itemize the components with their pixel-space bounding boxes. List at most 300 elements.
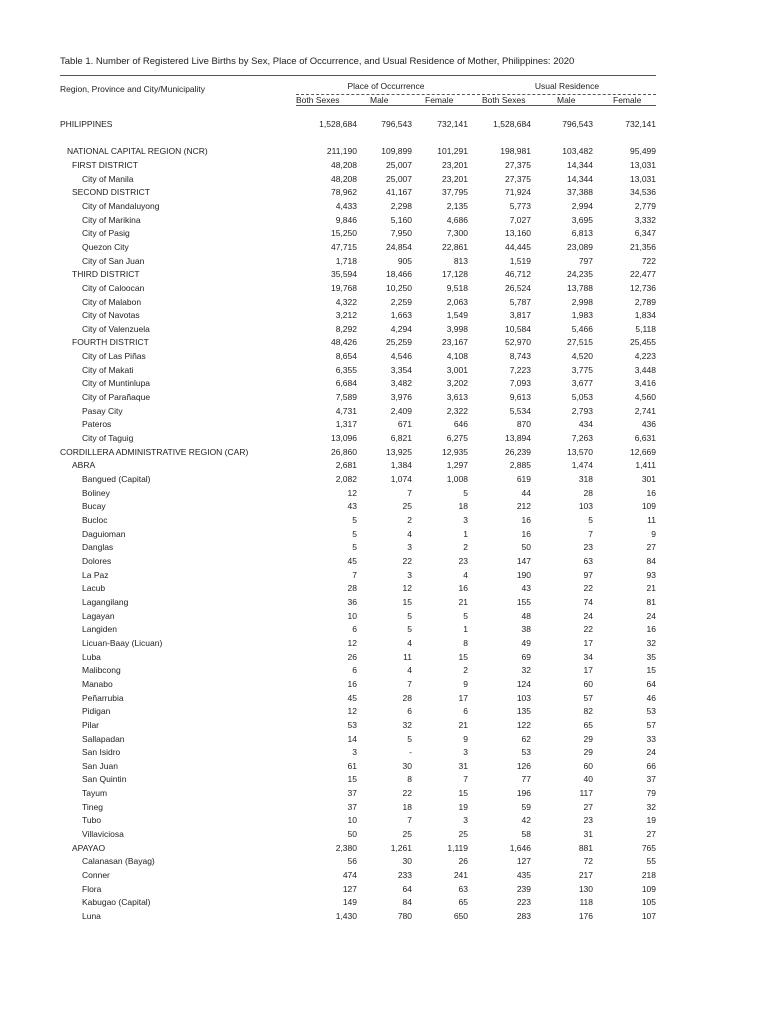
cell-residence-female: 2,779 <box>634 200 656 211</box>
cell-occurrence-female: 6 <box>463 706 468 717</box>
cell-residence-female: 32 <box>646 637 656 648</box>
cell-occurrence-female: 63 <box>458 883 468 894</box>
cell-occurrence-both: 4,433 <box>335 200 357 211</box>
cell-residence-both: 46,712 <box>505 269 531 280</box>
cell-residence-female: 19 <box>646 815 656 826</box>
cell-residence-both: 135 <box>516 706 531 717</box>
area-name: City of Valenzuela <box>82 323 150 334</box>
table-row <box>60 773 656 787</box>
cell-occurrence-female: 23,201 <box>442 173 468 184</box>
cell-occurrence-both: 50 <box>347 829 357 840</box>
cell-residence-female: 6,631 <box>634 433 656 444</box>
cell-residence-female: 12,669 <box>630 446 656 457</box>
cell-occurrence-male: 41,167 <box>386 187 412 198</box>
cell-residence-male: 65 <box>583 719 593 730</box>
cell-occurrence-both: 6,355 <box>335 364 357 375</box>
cell-residence-male: 37,388 <box>567 187 593 198</box>
table-row <box>60 569 656 583</box>
table-row <box>60 159 656 173</box>
area-name: San Juan <box>82 760 118 771</box>
cell-occurrence-female: 1,549 <box>446 310 468 321</box>
cell-occurrence-male: 25 <box>402 501 412 512</box>
cell-residence-male: 176 <box>578 911 593 922</box>
cell-occurrence-male: 4,546 <box>390 351 412 362</box>
cell-residence-both: 2,885 <box>509 460 531 471</box>
cell-occurrence-both: 78,962 <box>331 187 357 198</box>
cell-occurrence-male: 30 <box>402 856 412 867</box>
cell-occurrence-both: 37 <box>347 788 357 799</box>
cell-residence-male: 17 <box>583 665 593 676</box>
cell-residence-female: 21 <box>646 583 656 594</box>
cell-occurrence-female: 5 <box>463 487 468 498</box>
area-name: Villaviciosa <box>82 829 124 840</box>
cell-occurrence-female: 12,935 <box>442 446 468 457</box>
cell-residence-both: 124 <box>516 678 531 689</box>
cell-residence-male: 117 <box>579 788 593 799</box>
cell-residence-both: 77 <box>521 774 531 785</box>
cell-occurrence-both: 149 <box>342 897 357 908</box>
cell-occurrence-both: 2,681 <box>335 460 357 471</box>
area-name: Langiden <box>82 624 117 635</box>
cell-occurrence-male: 15 <box>402 596 412 607</box>
cell-residence-male: 60 <box>583 678 593 689</box>
cell-residence-both: 155 <box>516 596 531 607</box>
cell-occurrence-female: 813 <box>453 255 468 266</box>
cell-occurrence-male: 28 <box>402 692 412 703</box>
cell-residence-female: 732,141 <box>625 119 656 129</box>
cell-occurrence-female: 650 <box>453 911 468 922</box>
cell-residence-female: 34,536 <box>630 187 656 198</box>
cell-residence-both: 198,981 <box>500 146 531 157</box>
cell-occurrence-male: 1,074 <box>390 474 412 485</box>
area-name: La Paz <box>82 569 109 580</box>
cell-occurrence-female: 1,297 <box>446 460 468 471</box>
cell-residence-both: 7,027 <box>509 214 531 225</box>
cell-occurrence-female: 9,518 <box>446 282 468 293</box>
cell-residence-male: 796,543 <box>562 119 593 129</box>
cell-residence-both: 126 <box>516 760 531 771</box>
cell-occurrence-male: 4 <box>407 665 412 676</box>
cell-occurrence-male: 6,821 <box>390 433 412 444</box>
cell-occurrence-male: 671 <box>397 419 412 430</box>
cell-occurrence-male: 13,925 <box>386 446 412 457</box>
cell-residence-both: 103 <box>516 692 531 703</box>
table-row <box>60 555 656 569</box>
cell-occurrence-female: 4,686 <box>446 214 468 225</box>
cell-occurrence-female: 2 <box>463 542 468 553</box>
cell-occurrence-female: 732,141 <box>437 119 468 129</box>
area-name: Danglas <box>82 542 114 553</box>
cell-residence-male: 28 <box>583 487 593 498</box>
cell-residence-female: 13,031 <box>630 159 656 170</box>
cell-occurrence-both: 1,528,684 <box>319 119 357 129</box>
table-row <box>60 173 656 187</box>
cell-occurrence-both: 127 <box>342 883 357 894</box>
area-name: Pasay City <box>82 405 123 416</box>
cell-residence-female: 93 <box>646 569 656 580</box>
cell-residence-female: 436 <box>641 419 656 430</box>
cell-residence-male: 881 <box>578 842 593 853</box>
cell-occurrence-both: 10 <box>347 610 357 621</box>
subheader-female-residence: Female <box>613 95 642 105</box>
subheader-male-occurrence: Male <box>370 95 389 105</box>
cell-residence-both: 127 <box>516 856 531 867</box>
area-name: City of Mandaluyong <box>82 200 160 211</box>
cell-occurrence-male: 22 <box>402 555 412 566</box>
cell-residence-female: 95,499 <box>630 146 656 157</box>
table-row <box>60 350 656 364</box>
cell-occurrence-female: 2,322 <box>446 405 468 416</box>
cell-residence-male: 103 <box>578 501 593 512</box>
cell-residence-male: 7 <box>588 528 593 539</box>
cell-occurrence-female: 5 <box>463 610 468 621</box>
cell-occurrence-female: 3,202 <box>446 378 468 389</box>
table-row <box>60 446 656 460</box>
cell-residence-female: 2,741 <box>634 405 656 416</box>
cell-occurrence-female: 37,795 <box>442 187 468 198</box>
cell-residence-female: 35 <box>646 651 656 662</box>
table-row <box>60 391 656 405</box>
cell-residence-male: 7,263 <box>571 433 593 444</box>
area-name: APAYAO <box>72 842 106 853</box>
cell-residence-both: 1,646 <box>509 842 531 853</box>
cell-occurrence-female: 101,291 <box>437 146 468 157</box>
table-row <box>60 733 656 747</box>
area-name: FOURTH DISTRICT <box>72 337 149 348</box>
table-row <box>60 651 656 665</box>
cell-occurrence-female: 2,063 <box>446 296 468 307</box>
area-name: Lagayan <box>82 610 115 621</box>
cell-residence-both: 239 <box>516 883 531 894</box>
cell-residence-female: 3,416 <box>634 378 656 389</box>
table-row <box>60 145 656 159</box>
cell-residence-both: 1,528,684 <box>493 119 531 129</box>
cell-occurrence-female: 1,119 <box>447 842 468 853</box>
cell-occurrence-both: 6 <box>352 624 357 635</box>
cell-occurrence-female: 6,275 <box>446 433 468 444</box>
cell-residence-both: 43 <box>521 583 531 594</box>
cell-residence-female: 722 <box>641 255 656 266</box>
cell-occurrence-female: 23 <box>458 555 468 566</box>
cell-occurrence-both: 6 <box>352 665 357 676</box>
cell-occurrence-both: 5 <box>352 542 357 553</box>
cell-residence-female: 64 <box>646 678 656 689</box>
cell-residence-male: 797 <box>578 255 593 266</box>
table-row <box>60 596 656 610</box>
table-row <box>60 855 656 869</box>
cell-residence-both: 71,924 <box>505 187 531 198</box>
table-row <box>60 910 656 924</box>
cell-occurrence-female: 1 <box>463 624 468 635</box>
area-name: Calanasan (Bayag) <box>82 856 155 867</box>
cell-residence-female: 5,118 <box>635 323 656 334</box>
table-row <box>60 664 656 678</box>
cell-occurrence-both: 19,768 <box>331 282 357 293</box>
cell-occurrence-male: 905 <box>397 255 412 266</box>
cell-occurrence-male: 24,854 <box>386 241 412 252</box>
cell-occurrence-female: 7 <box>463 774 468 785</box>
cell-residence-both: 44 <box>521 487 531 498</box>
cell-occurrence-both: 36 <box>347 596 357 607</box>
cell-occurrence-male: 12 <box>402 583 412 594</box>
cell-occurrence-female: 2,135 <box>446 200 468 211</box>
area-name: Sallapadan <box>82 733 125 744</box>
area-name: Daguioman <box>82 528 126 539</box>
cell-residence-male: 434 <box>578 419 593 430</box>
cell-residence-female: 22,477 <box>630 269 656 280</box>
cell-residence-male: 82 <box>583 706 593 717</box>
cell-residence-female: 6,347 <box>634 228 656 239</box>
cell-occurrence-both: 2,380 <box>335 842 357 853</box>
cell-occurrence-female: 8 <box>463 637 468 648</box>
area-name: City of San Juan <box>82 255 145 266</box>
cell-occurrence-male: - <box>409 747 412 758</box>
cell-occurrence-male: 11 <box>403 651 412 662</box>
cell-occurrence-female: 17,128 <box>442 269 468 280</box>
cell-residence-male: 6,813 <box>571 228 593 239</box>
cell-residence-male: 97 <box>583 569 593 580</box>
area-name: City of Taguig <box>82 433 134 444</box>
cell-residence-male: 2,994 <box>571 200 593 211</box>
cell-residence-female: 3,448 <box>634 364 656 375</box>
cell-occurrence-male: 3,354 <box>390 364 412 375</box>
cell-residence-male: 5,053 <box>571 392 593 403</box>
table-row <box>60 309 656 323</box>
cell-residence-female: 16 <box>646 624 656 635</box>
cell-residence-both: 5,773 <box>509 200 531 211</box>
area-name: Malibcong <box>82 665 121 676</box>
subheader-both-sexes-residence: Both Sexes <box>482 95 526 105</box>
cell-occurrence-male: 4 <box>407 637 412 648</box>
cell-residence-female: 53 <box>646 706 656 717</box>
cell-residence-female: 4,223 <box>634 351 656 362</box>
cell-residence-female: 15 <box>646 665 656 676</box>
cell-occurrence-male: 109,899 <box>381 146 412 157</box>
table-row <box>60 514 656 528</box>
table-row <box>60 746 656 760</box>
births-table <box>60 118 656 924</box>
cell-residence-female: 16 <box>646 487 656 498</box>
cell-occurrence-male: 2,259 <box>390 296 412 307</box>
table-row <box>60 432 656 446</box>
cell-residence-both: 3,817 <box>509 310 531 321</box>
cell-residence-male: 1,983 <box>571 310 593 321</box>
cell-residence-male: 23,089 <box>567 241 593 252</box>
cell-residence-female: 84 <box>646 555 656 566</box>
cell-occurrence-male: 5 <box>407 733 412 744</box>
cell-residence-female: 4,560 <box>634 392 656 403</box>
place-of-occurrence-header: Place of Occurrence <box>347 81 425 91</box>
cell-residence-both: 5,534 <box>509 405 531 416</box>
cell-residence-male: 2,998 <box>571 296 593 307</box>
cell-occurrence-male: 7,950 <box>390 228 412 239</box>
cell-residence-both: 435 <box>516 870 531 881</box>
cell-occurrence-male: 25,007 <box>386 173 412 184</box>
cell-residence-male: 130 <box>578 883 593 894</box>
area-name: Lagangilang <box>82 596 129 607</box>
cell-residence-both: 223 <box>516 897 531 908</box>
area-name: Luna <box>82 911 101 922</box>
cell-occurrence-both: 48,208 <box>331 173 357 184</box>
cell-occurrence-both: 3,212 <box>335 310 357 321</box>
cell-occurrence-female: 23,201 <box>442 159 468 170</box>
cell-residence-male: 31 <box>583 829 593 840</box>
cell-residence-female: 32 <box>646 801 656 812</box>
cell-residence-female: 109 <box>641 883 656 894</box>
cell-residence-male: 60 <box>583 760 593 771</box>
cell-occurrence-both: 48,208 <box>331 159 357 170</box>
cell-occurrence-male: 22 <box>402 788 412 799</box>
cell-occurrence-female: 15 <box>458 788 468 799</box>
cell-residence-male: 3,677 <box>571 378 593 389</box>
cell-residence-female: 1,411 <box>635 460 656 471</box>
area-name: City of Malabon <box>82 296 142 307</box>
area-name: Peñarrubia <box>82 692 124 703</box>
cell-residence-both: 38 <box>521 624 531 635</box>
cell-residence-male: 4,520 <box>571 351 593 362</box>
cell-occurrence-male: 3,976 <box>390 392 412 403</box>
cell-residence-male: 118 <box>579 897 593 908</box>
cell-residence-both: 62 <box>521 733 531 744</box>
area-name: Lacub <box>82 583 106 594</box>
area-name: Licuan-Baay (Licuan) <box>82 637 163 648</box>
cell-residence-both: 5,787 <box>509 296 531 307</box>
cell-occurrence-both: 12 <box>347 706 357 717</box>
cell-occurrence-male: 3,482 <box>390 378 412 389</box>
cell-occurrence-male: 1,663 <box>390 310 412 321</box>
cell-residence-male: 13,570 <box>567 446 593 457</box>
cell-residence-both: 122 <box>516 719 531 730</box>
cell-residence-female: 46 <box>646 692 656 703</box>
cell-occurrence-male: 3 <box>407 569 412 580</box>
cell-occurrence-both: 8,292 <box>335 323 357 334</box>
cell-residence-female: 9 <box>651 528 656 539</box>
cell-occurrence-both: 61 <box>347 760 357 771</box>
cell-occurrence-both: 7 <box>352 569 357 580</box>
cell-occurrence-both: 1,317 <box>335 419 357 430</box>
cell-occurrence-both: 35,594 <box>331 269 357 280</box>
cell-residence-both: 619 <box>516 474 531 485</box>
cell-occurrence-male: 5,160 <box>390 214 412 225</box>
area-name: Bucloc <box>82 515 108 526</box>
cell-occurrence-female: 646 <box>453 419 468 430</box>
cell-residence-both: 870 <box>516 419 531 430</box>
cell-residence-male: 17 <box>583 637 593 648</box>
cell-residence-both: 26,524 <box>505 282 531 293</box>
cell-occurrence-both: 474 <box>342 870 357 881</box>
area-name: ABRA <box>72 460 96 471</box>
cell-residence-female: 55 <box>646 856 656 867</box>
table-row <box>60 801 656 815</box>
cell-occurrence-male: 25 <box>402 829 412 840</box>
area-name: CORDILLERA ADMINISTRATIVE REGION (CAR) <box>60 446 249 457</box>
cell-residence-both: 283 <box>516 911 531 922</box>
cell-residence-both: 50 <box>521 542 531 553</box>
cell-residence-female: 27 <box>646 829 656 840</box>
cell-residence-male: 217 <box>578 870 593 881</box>
area-name: Luba <box>82 651 101 662</box>
cell-residence-both: 1,519 <box>509 255 531 266</box>
area-name: City of Caloocan <box>82 282 145 293</box>
cell-occurrence-male: 64 <box>402 883 412 894</box>
area-name: City of Las Piñas <box>82 351 146 362</box>
cell-occurrence-male: 1,261 <box>390 842 412 853</box>
cell-residence-both: 190 <box>516 569 531 580</box>
cell-occurrence-female: 4 <box>463 569 468 580</box>
cell-residence-male: 3,775 <box>571 364 593 375</box>
cell-residence-female: 33 <box>646 733 656 744</box>
cell-occurrence-male: 4 <box>407 528 412 539</box>
top-rule <box>60 75 656 76</box>
cell-occurrence-male: 84 <box>402 897 412 908</box>
area-name: City of Muntinlupa <box>82 378 151 389</box>
cell-occurrence-female: 3 <box>463 747 468 758</box>
cell-occurrence-both: 13,096 <box>331 433 357 444</box>
cell-occurrence-female: 18 <box>458 501 468 512</box>
cell-occurrence-both: 1,430 <box>335 911 357 922</box>
cell-occurrence-female: 3 <box>463 815 468 826</box>
cell-residence-male: 22 <box>583 624 593 635</box>
cell-residence-male: 13,788 <box>567 282 593 293</box>
spacer-cell <box>60 132 656 146</box>
table-row <box>60 705 656 719</box>
area-name: Tayum <box>82 788 108 799</box>
cell-residence-both: 59 <box>521 801 531 812</box>
cell-occurrence-male: 4,294 <box>390 323 412 334</box>
cell-occurrence-both: 2,082 <box>335 474 357 485</box>
cell-occurrence-both: 28 <box>347 583 357 594</box>
spacer-row <box>60 132 656 146</box>
cell-residence-male: 24,235 <box>567 269 593 280</box>
table-row <box>60 487 656 501</box>
cell-residence-female: 81 <box>646 596 656 607</box>
cell-residence-both: 8,743 <box>509 351 531 362</box>
cell-occurrence-male: 10,250 <box>386 282 412 293</box>
cell-residence-female: 109 <box>641 501 656 512</box>
cell-occurrence-both: 12 <box>347 487 357 498</box>
cell-occurrence-female: 3,001 <box>446 364 468 375</box>
cell-residence-both: 42 <box>521 815 531 826</box>
cell-residence-both: 212 <box>516 501 531 512</box>
cell-residence-male: 14,344 <box>567 159 593 170</box>
cell-residence-female: 25,455 <box>630 337 656 348</box>
cell-occurrence-female: 17 <box>458 692 468 703</box>
area-name: NATIONAL CAPITAL REGION (NCR) <box>67 146 208 157</box>
cell-residence-both: 58 <box>521 829 531 840</box>
cell-occurrence-male: 3 <box>407 542 412 553</box>
cell-residence-both: 44,445 <box>505 241 531 252</box>
area-name: Boliney <box>82 487 110 498</box>
area-name: Manabo <box>82 678 113 689</box>
cell-residence-male: 103,482 <box>562 146 593 157</box>
table-title: Table 1. Number of Registered Live Births by Sex, Place of Occurrence, and Usual Residence of Mother, Philippines: 2020 <box>60 56 575 67</box>
area-name: Pateros <box>82 419 112 430</box>
subheader-both-sexes-occurrence: Both Sexes <box>296 95 340 105</box>
cell-residence-both: 7,093 <box>509 378 531 389</box>
cell-residence-female: 24 <box>646 747 656 758</box>
cell-residence-male: 23 <box>583 815 593 826</box>
table-row <box>60 828 656 842</box>
table-row <box>60 418 656 432</box>
cell-residence-male: 24 <box>583 610 593 621</box>
table-row <box>60 692 656 706</box>
table-row <box>60 364 656 378</box>
cell-occurrence-both: 37 <box>347 801 357 812</box>
area-name: Tubo <box>82 815 102 826</box>
cell-residence-female: 57 <box>646 719 656 730</box>
cell-occurrence-male: 5 <box>407 624 412 635</box>
cell-occurrence-female: 2 <box>463 665 468 676</box>
